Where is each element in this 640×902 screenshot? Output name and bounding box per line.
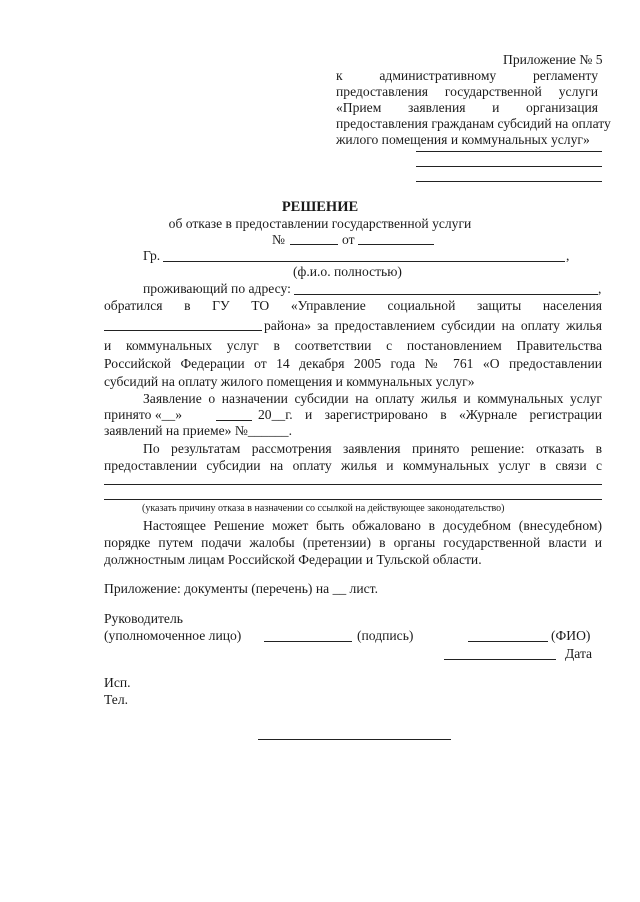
- number-label: №: [272, 232, 285, 247]
- fio-hint: (ф.и.о. полностью): [293, 264, 402, 279]
- para3-line-2: предоставлении субсидии на оплату жилья и коммунальных услуг в связи с: [104, 458, 602, 473]
- bottom-separator: [258, 739, 451, 740]
- date-label: от: [342, 232, 355, 247]
- appendix-line-4: предоставления гражданам субсидий на оплату: [336, 116, 611, 131]
- fio-sign-hint: (ФИО): [551, 628, 591, 643]
- phone-label: Тел.: [104, 692, 129, 707]
- appendix-line-5: жилого помещения и коммунальных услуг»: [336, 132, 590, 147]
- document-subtitle: об отказе в предоставлении государственной услуги: [168, 216, 472, 231]
- appendix-line-2: предоставления государственной услуги: [336, 84, 598, 99]
- attachment-line: Приложение: документы (перечень) на __ лист.: [104, 581, 378, 596]
- recipient-line-2[interactable]: [416, 166, 602, 167]
- para1-line-4: Российской Федерации от 14 декабря 2005 года № 761 «О предоставлении: [104, 356, 602, 371]
- para4-line-2: порядке путем подачи жалобы (претензии) в органы государственной власти и: [104, 535, 602, 550]
- month-field[interactable]: [216, 420, 252, 421]
- document-title: РЕШЕНИЕ: [281, 199, 359, 215]
- para2-line-1: Заявление о назначении субсидии на оплату жилья и коммунальных услуг: [143, 391, 602, 406]
- para1-line-3: и коммунальных услуг в соответствии с постановлением Правительства: [104, 338, 602, 353]
- sign-date-field[interactable]: [444, 659, 556, 660]
- para4-line-3: должностным лицам Российской Федерации и Тульской области.: [104, 552, 482, 567]
- head-label: Руководитель: [104, 611, 183, 626]
- citizen-name-field[interactable]: [163, 261, 565, 262]
- date-field[interactable]: [358, 244, 434, 245]
- sign-hint: (подпись): [357, 628, 414, 643]
- address-label: проживающий по адресу:: [143, 281, 291, 296]
- district-field[interactable]: [104, 330, 262, 331]
- signature-field[interactable]: [264, 641, 352, 642]
- para1-line-1: обратился в ГУ ТО «Управление социальной защиты населения: [104, 298, 602, 313]
- recipient-line-1[interactable]: [416, 151, 602, 152]
- reason-hint: (указать причину отказа в назначении со ссылкой на действующее законодательство): [142, 503, 505, 514]
- para2-line-2b: 20__г. и зарегистрировано в «Журнале регистрации: [258, 407, 602, 422]
- reason-line-2[interactable]: [104, 499, 602, 500]
- address-suffix: ,: [598, 281, 602, 296]
- number-field[interactable]: [290, 244, 338, 245]
- para2-line-3: заявлений на приеме» №______.: [104, 423, 293, 438]
- citizen-suffix: ,: [566, 248, 570, 263]
- authorized-label: (уполномоченное лицо): [104, 628, 242, 643]
- para2-line-2a: принято «__»: [104, 407, 183, 422]
- fio-field[interactable]: [468, 641, 548, 642]
- appendix-line-3: «Прием заявления и организация: [336, 100, 598, 115]
- reason-line-1[interactable]: [104, 484, 602, 485]
- para4-line-1: Настоящее Решение может быть обжаловано в досудебном (внесудебном): [143, 518, 602, 533]
- address-field[interactable]: [294, 294, 598, 295]
- appendix-line-1: к административному регламенту: [336, 68, 598, 83]
- recipient-line-3[interactable]: [416, 181, 602, 182]
- date-hint: Дата: [565, 646, 593, 661]
- para1-line-5: субсидий на оплату жилого помещения и коммунальных услуг»: [104, 374, 475, 389]
- para1-line-2: района» за предоставлением субсидии на оплату жилья: [264, 318, 602, 333]
- citizen-prefix: Гр.: [143, 248, 161, 263]
- executor-label: Исп.: [104, 675, 131, 690]
- appendix-title: Приложение № 5: [503, 52, 603, 67]
- para3-line-1: По результатам рассмотрения заявления принято решение: отказать в: [143, 441, 602, 456]
